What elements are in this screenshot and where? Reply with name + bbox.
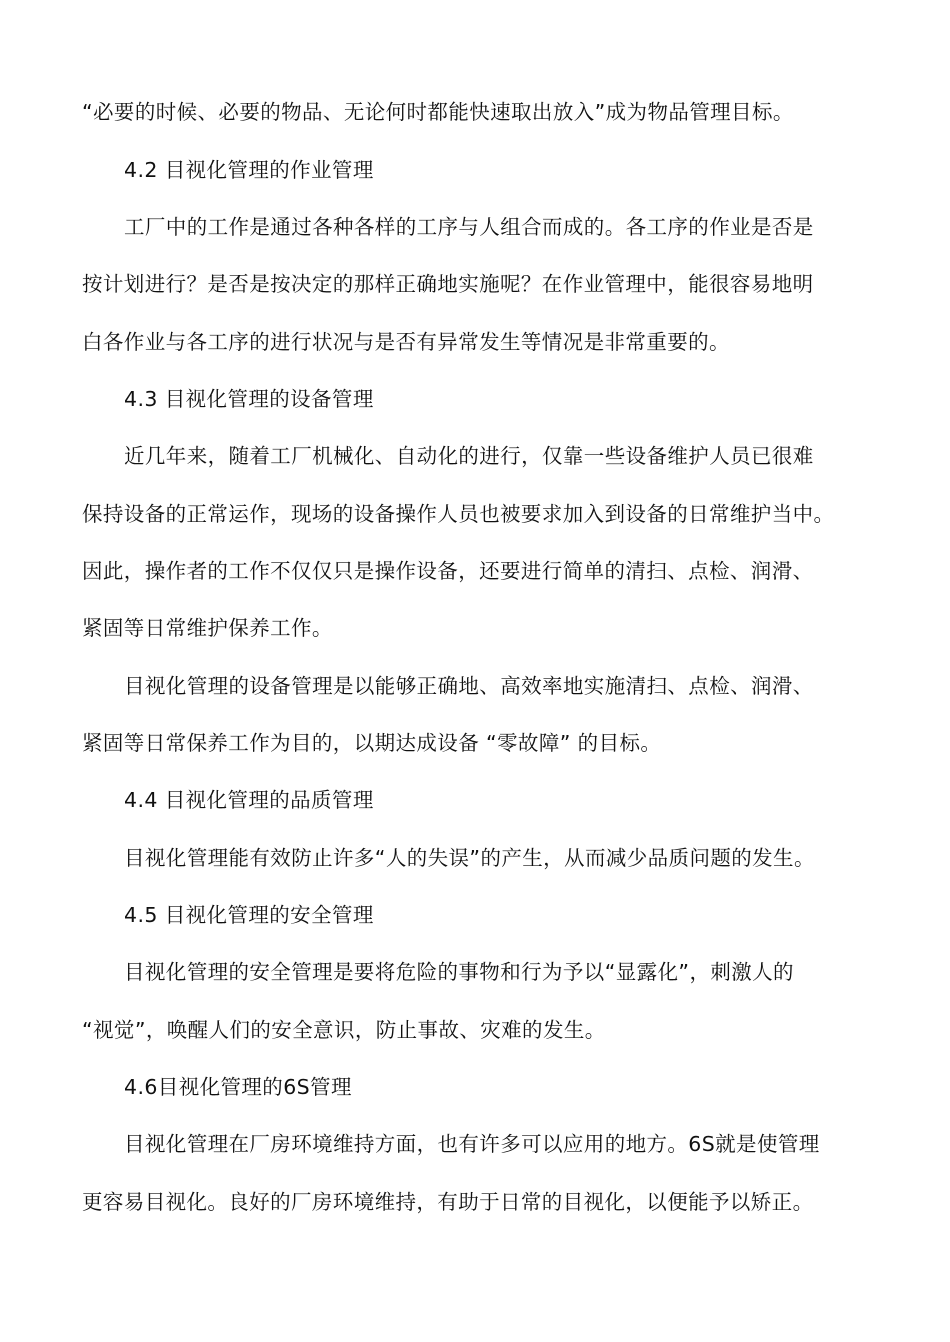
section-heading-4-6: 4.6目视化管理的6S管理: [124, 1075, 352, 1099]
paragraph-line-8: 保持设备的正常运作，现场的设备操作人员也被要求加入到设备的日常维护当中。: [82, 502, 835, 526]
section-heading-4-4: 4.4 目视化管理的品质管理: [124, 788, 374, 812]
paragraph-line-4: 按计划进行？是否是按决定的那样正确地实施呢？在作业管理中，能很容易地明: [82, 272, 814, 296]
paragraph-line-1: “必要的时候、必要的物品、无论何时都能快速取出放入”成为物品管理目标。: [82, 100, 794, 124]
paragraph-line-5: 白各作业与各工序的进行状况与是否有异常发生等情况是非常重要的。: [82, 330, 730, 354]
paragraph-line-3: 工厂中的工作是通过各种各样的工序与人组合而成的。各工序的作业是否是: [124, 215, 814, 239]
paragraph-line-16: 目视化管理的安全管理是要将危险的事物和行为予以“显露化”，刺激人的: [124, 960, 794, 984]
section-heading-4-3: 4.3 目视化管理的设备管理: [124, 387, 374, 411]
paragraph-line-20: 更容易目视化。良好的厂房环境维持，有助于日常的目视化，以便能予以矫正。: [82, 1190, 814, 1214]
paragraph-line-19: 目视化管理在厂房环境维持方面，也有许多可以应用的地方。6S就是使管理: [124, 1132, 820, 1156]
section-heading-4-2: 4.2 目视化管理的作业管理: [124, 158, 374, 182]
paragraph-line-9: 因此，操作者的工作不仅仅只是操作设备，还要进行简单的清扫、点检、润滑、: [82, 559, 814, 583]
paragraph-line-12: 紧固等日常保养工作为目的，以期达成设备 “零故障” 的目标。: [82, 731, 662, 755]
paragraph-line-7: 近几年来，随着工厂机械化、自动化的进行，仅靠一些设备维护人员已很难: [124, 444, 814, 468]
paragraph-line-17: “视觉”，唤醒人们的安全意识，防止事故、灾难的发生。: [82, 1018, 606, 1042]
paragraph-line-11: 目视化管理的设备管理是以能够正确地、高效率地实施清扫、点检、润滑、: [124, 674, 814, 698]
paragraph-line-10: 紧固等日常维护保养工作。: [82, 616, 333, 640]
section-heading-4-5: 4.5 目视化管理的安全管理: [124, 903, 374, 927]
paragraph-line-14: 目视化管理能有效防止许多“人的失误”的产生，从而减少品质问题的发生。: [124, 846, 815, 870]
